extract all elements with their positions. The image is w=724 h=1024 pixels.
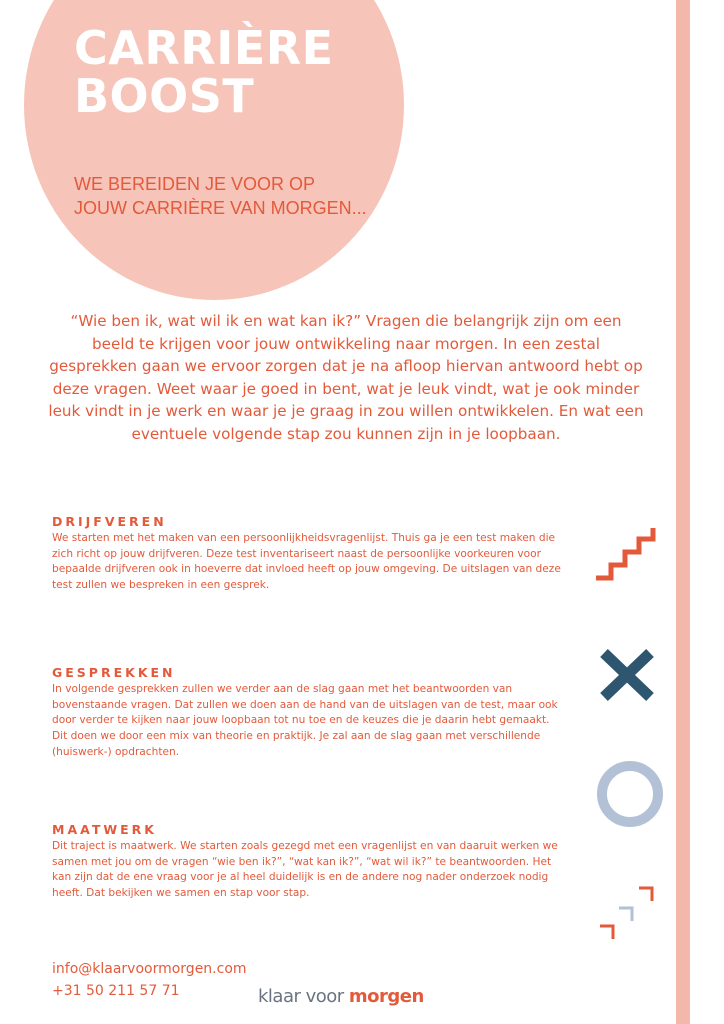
logo-text-part-1: klaar voor bbox=[258, 986, 349, 1007]
phone-number: +31 50 211 57 71 bbox=[52, 983, 180, 999]
right-accent-stripe bbox=[676, 0, 690, 1024]
corner-brackets-icon bbox=[598, 884, 658, 942]
intro-paragraph: “Wie ben ik, wat wil ik en wat kan ik?” Vragen die belangrijk zijn om een beeld te krijgen voor jouw ontwikkeling naar morgen. In een zestal gesprekken gaan we ervoor zorgen dat je na afloop hiervan antwoord hebt op deze vragen. Weet waar je goed in bent, wat je leuk vindt, wat je ook minder leuk vindt in je werk en waar je je graag in zou willen ontwikkelen. En wat een eventuele volgende stap zou kunnen zijn in je loopbaan. bbox=[48, 312, 644, 443]
section-heading: GESPREKKEN bbox=[52, 665, 176, 680]
section-body: We starten met het maken van een persoonlijkheidsvragenlijst. Thuis ga je een test maken die zich richt op jouw drijfveren. Deze test inventariseert naast de persoonlijke voorkeuren voor bepaalde drijfveren ook in hoeverre dat invloed heeft op jouw omgeving. De uitslagen van deze test zullen we bespreken in een gesprek. bbox=[52, 532, 561, 592]
brand-logo bbox=[258, 986, 424, 1007]
section-body: Dit traject is maatwerk. We starten zoals gezegd met een vragenlijst en van daaruit werken we samen met jou om de vragen “wie ben ik?”, “wat kan ik?”, “wat wil ik?” te beantwoorden. Het kan zijn dat de ene vraag voor je al heel duidelijk is en de andere nog nader onderzoek nodig heeft. Dat bekijken we samen en stap voor stap. bbox=[52, 840, 558, 900]
email-link[interactable]: info@klaarvoormorgen.com bbox=[52, 961, 247, 977]
section-body: In volgende gesprekken zullen we verder aan de slag gaan met het beantwoorden van bovenstaande vragen. Dat zullen we doen aan de hand van de uitslagen van de test, maar ook door verder te kijken naar jouw loopbaan tot nu toe en de keuzes die je daarin hebt gemaakt. Dit doen we door een mix van theorie en praktijk. Je zal aan de slag gaan met verschillende (huiswerk-) opdrachten. bbox=[52, 683, 558, 758]
title-line-1: CARRIÈRE bbox=[74, 21, 334, 75]
cross-icon bbox=[598, 648, 656, 702]
subtitle-line-1: WE BEREIDEN JE VOOR OP bbox=[74, 174, 316, 194]
title-line-2: BOOST bbox=[74, 69, 255, 123]
section-heading: DRIJFVEREN bbox=[52, 514, 167, 529]
subtitle-line-2: JOUW CARRIÈRE VAN MORGEN... bbox=[74, 198, 367, 218]
section-gesprekken bbox=[52, 665, 568, 761]
page-subtitle bbox=[74, 172, 367, 220]
page-title bbox=[74, 21, 334, 123]
ring-icon bbox=[596, 760, 664, 828]
logo-text-part-2: morgen bbox=[348, 986, 424, 1007]
stairs-icon bbox=[594, 524, 660, 584]
contact-info bbox=[52, 958, 247, 1002]
section-heading: MAATWERK bbox=[52, 822, 157, 837]
section-drijfveren bbox=[52, 514, 568, 594]
section-maatwerk bbox=[52, 822, 568, 902]
